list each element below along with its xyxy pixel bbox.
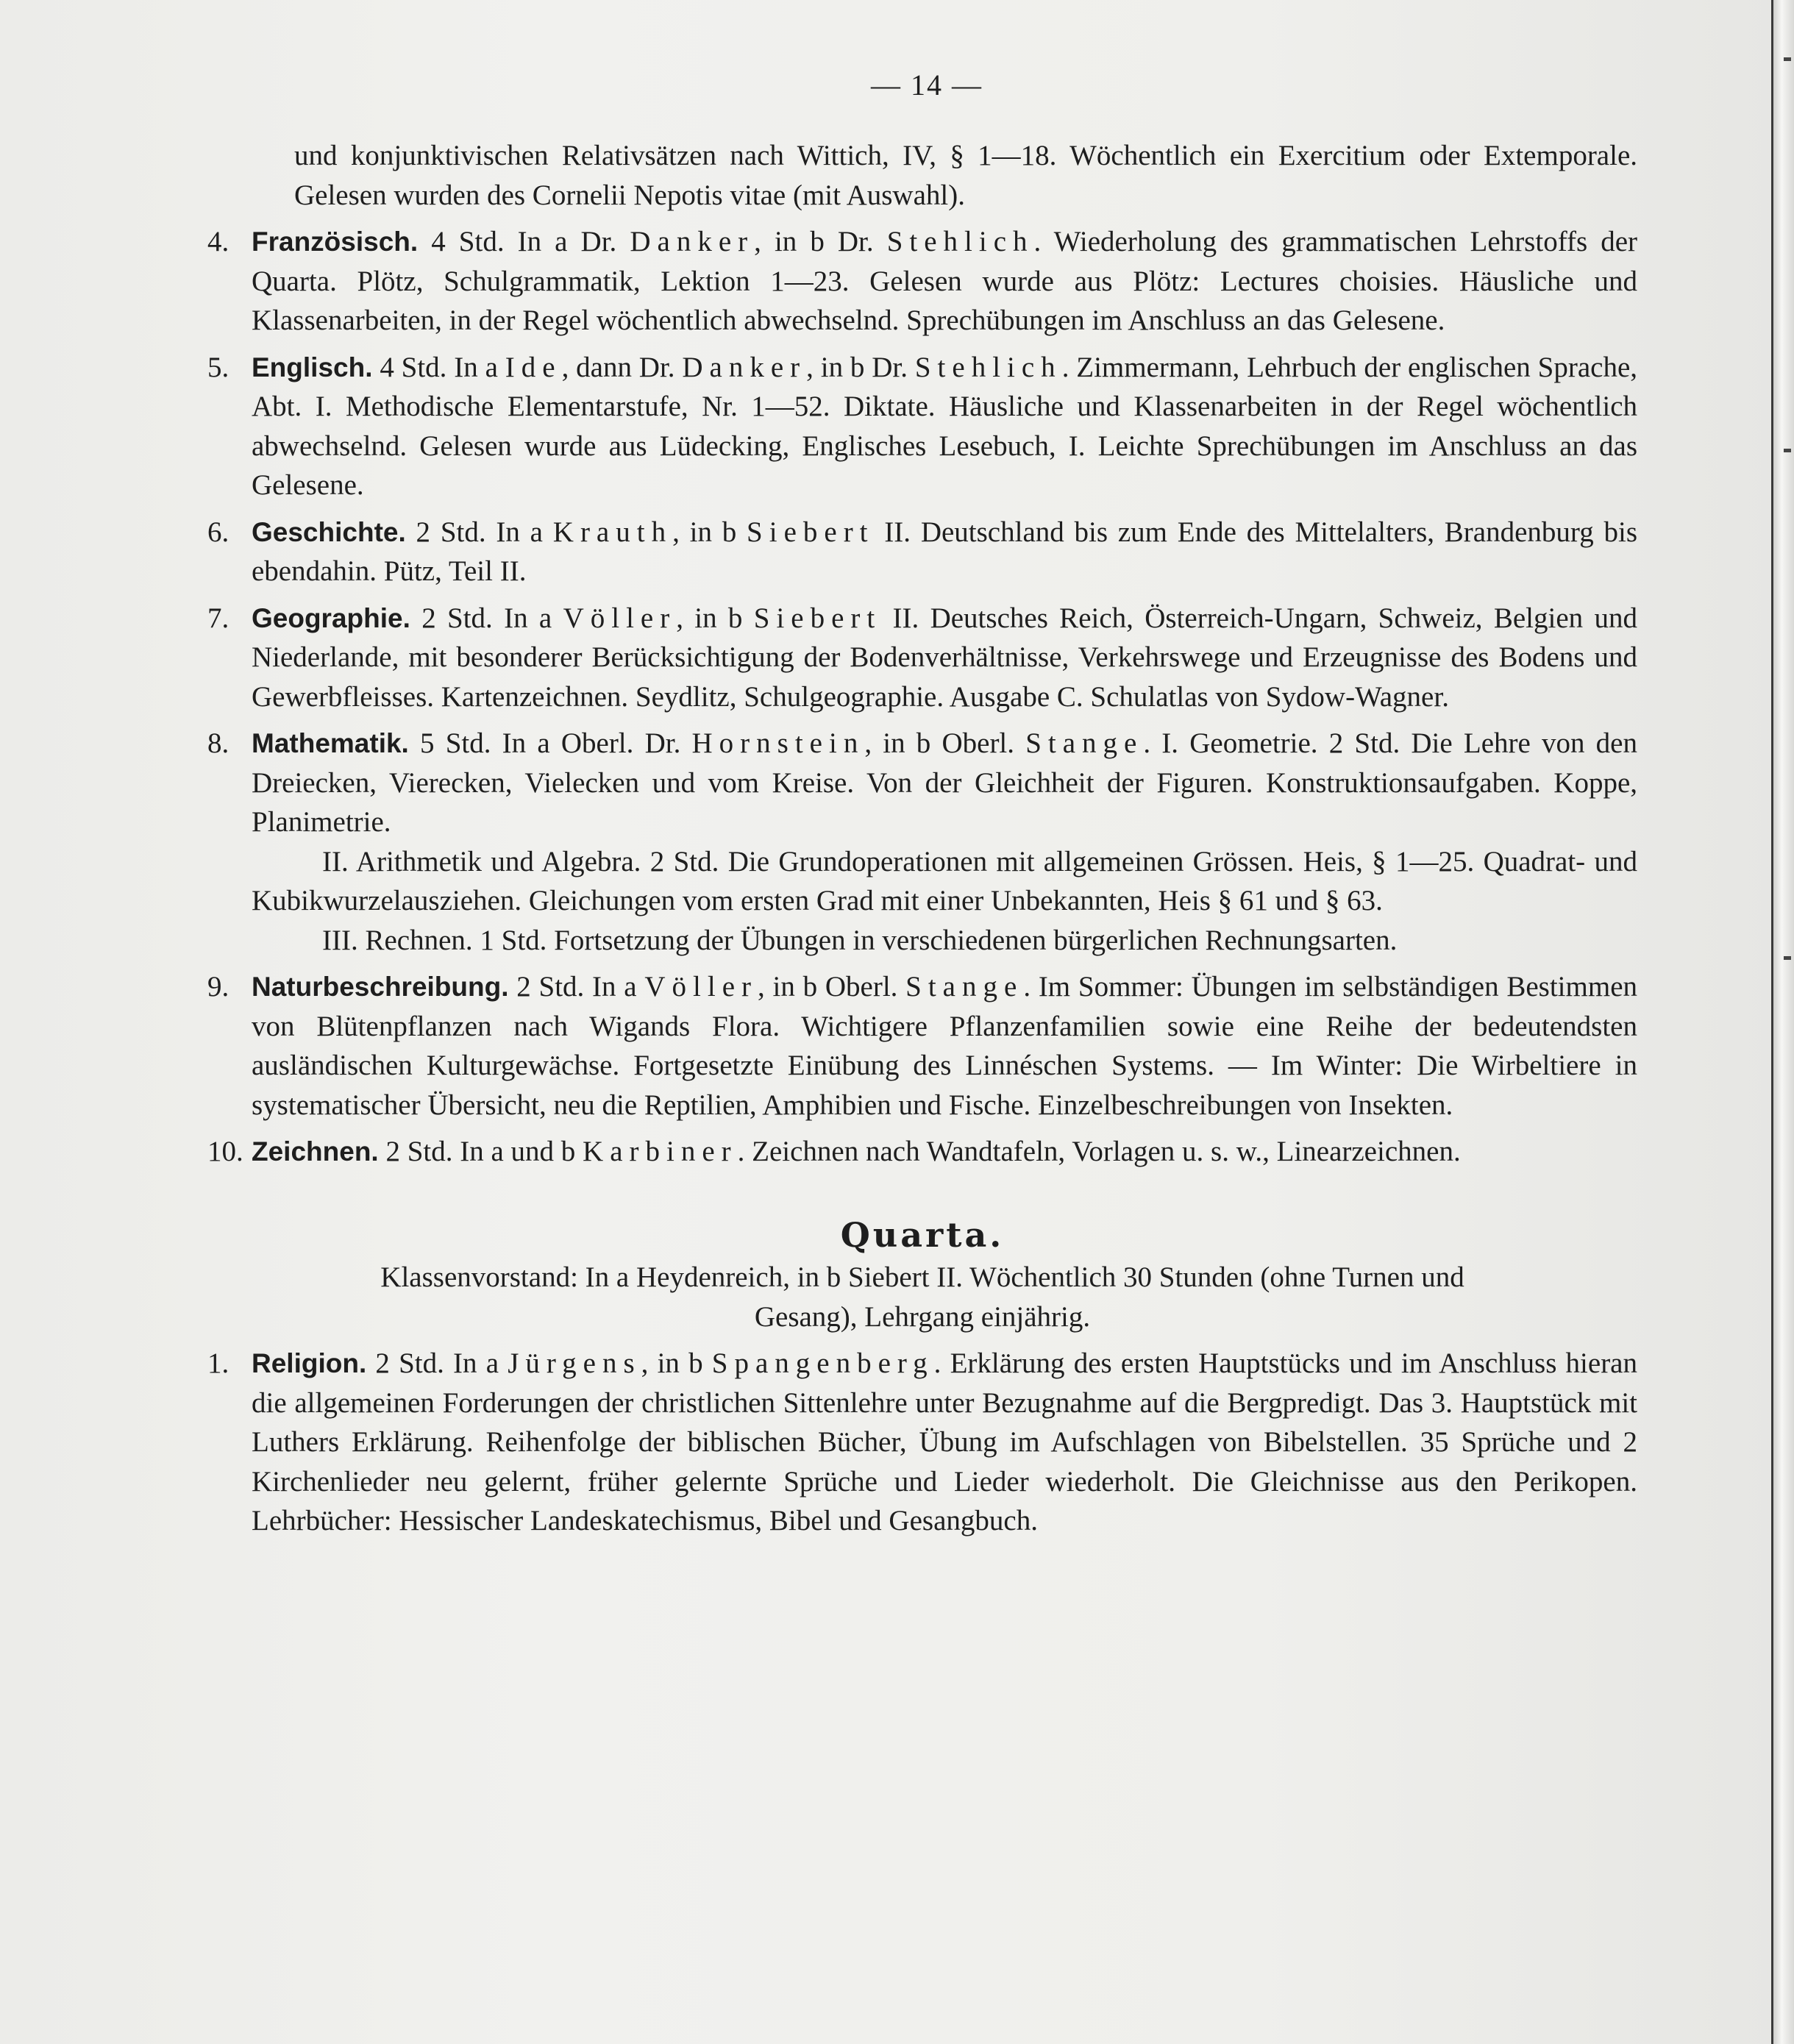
teacher-name: Danker	[682, 351, 807, 383]
entry-description: . Wiederholung des grammatischen Lehrstoffs der Quarta. Plötz, Schulgrammatik, Lektion 1—23. Gelesen wurde aus Plötz: Lectures choisies. Häusliche und Klassenarbeiten, in der Regel wöchentlich abwechselnd. Sprechübungen im Anschluss an das Gelesene.	[252, 226, 1637, 336]
entry-text-part: , dann Dr.	[561, 351, 683, 383]
teacher-name: Karbiner	[583, 1136, 738, 1167]
entry-text-part: 2 Std. In a	[410, 602, 563, 634]
subject-entry-religion	[207, 1344, 1637, 1541]
subject-entry-mathematik	[207, 724, 1637, 842]
subject-title: Naturbeschreibung.	[252, 972, 509, 1002]
entry-text	[252, 967, 1637, 1125]
subject-title: Englisch.	[252, 352, 373, 382]
teacher-name: Siebert	[747, 516, 875, 548]
document-body	[207, 136, 1637, 1541]
subject-title: Zeichnen.	[252, 1136, 379, 1167]
entry-text-part: 5 Std. In a Oberl. Dr.	[408, 727, 692, 759]
math-rechnen: III. Rechnen. 1 Std. Fortsetzung der Übungen in verschiedenen bürgerlichen Rechnungsarten.	[322, 924, 1398, 956]
entry-text	[252, 599, 1637, 717]
entry-text	[252, 348, 1637, 505]
intro-line-2: oder Extemporale. Gelesen wurden des Cornelii Nepotis vitae (mit Auswahl).	[294, 140, 1638, 211]
entry-text	[252, 724, 1637, 842]
klassenvorstand-line-2: Gesang), Lehrgang einjährig.	[754, 1300, 1091, 1333]
page-edge	[1771, 0, 1794, 2044]
page-number: — 14 —	[871, 68, 983, 102]
teacher-name: Spangenberg	[711, 1347, 934, 1379]
entry-text-part: 2 Std. In a und b	[378, 1136, 583, 1167]
entry-text-part: 2 Std. In a	[508, 971, 645, 1003]
entry-description: . Im Sommer: Übungen im selbständigen Bestimmen von Blütenpflanzen nach Wigands Flora. Wichtigere Pflanzenfamilien sowie eine Reihe der bedeutendsten ausländischen Kulturgewächse. Fortgesetzte Einübung des Linnéschen Systems. — Im Winter: Die Wirbeltiere in systematischer Übersicht, neu die Reptilien, Amphibien und Fische. Einzelbeschreibungen von Insekten.	[252, 971, 1637, 1121]
subject-entry-englisch	[207, 348, 1637, 505]
entry-description: . I. Geometrie. 2 Std. Die Lehre von den Dreiecken, Vierecken, Vielecken und vom Kreise. Von der Gleichheit der Figuren. Konstruktionsaufgaben. Koppe, Planimetrie.	[252, 727, 1637, 838]
subject-title: Geschichte.	[252, 516, 406, 547]
entry-text-part: , in b Dr.	[754, 226, 887, 257]
teacher-name: Ide	[505, 351, 562, 383]
teacher-name: Völler	[644, 971, 758, 1003]
entry-text-part: 2 Std. In a	[366, 1347, 508, 1379]
entry-number: 8.	[207, 727, 229, 759]
math-arithmetik: II. Arithmetik und Algebra. 2 Std. Die Grundoperationen mit allgemeinen Grössen. Heis, § 1—25. Quadrat- und Kubikwurzelausziehen. Gleichungen vom ersten Grad mit einer Unbekannten, Heis § 61 und § 63.	[252, 845, 1637, 916]
entry-number: 9.	[207, 971, 229, 1003]
entry-number: 7.	[207, 602, 229, 634]
edge-mark	[1784, 57, 1791, 61]
subject-title: Religion.	[252, 1348, 367, 1378]
teacher-name: Völler	[563, 602, 677, 634]
entry-number: 5.	[207, 351, 229, 383]
subject-entry-franzoesisch	[207, 222, 1637, 341]
teacher-name: Stehlich	[886, 226, 1034, 257]
entry-text-part: , in b Dr.	[806, 351, 915, 383]
teacher-name: Stehlich	[914, 351, 1062, 383]
entry-text	[252, 222, 1637, 341]
teacher-name: Danker	[630, 226, 755, 257]
entry-description: . Zeichnen nach Wandtafeln, Vorlagen u. s. w., Linearzeichnen.	[737, 1136, 1461, 1167]
subject-title: Geographie.	[252, 602, 410, 633]
entry-text	[252, 1132, 1637, 1172]
entry-text-part: , in b Oberl.	[864, 727, 1026, 759]
teacher-name: Siebert	[753, 602, 882, 634]
edge-mark	[1784, 449, 1791, 452]
entry-text-part: 4 Std. In a Dr.	[418, 226, 630, 257]
teacher-name: Krauth	[552, 516, 673, 548]
entry-description: II. Deutschland bis zum Ende des Mittelalters, Brandenburg bis ebendahin. Pütz, Teil II.	[252, 516, 1637, 587]
entry-number: 1.	[207, 1347, 229, 1379]
entry-text-part: , in b	[676, 602, 754, 634]
subject-entry-geographie	[207, 599, 1637, 717]
entry-text-part: , in b Oberl.	[758, 971, 906, 1003]
subject-entry-geschichte	[207, 513, 1637, 591]
entry-number: 10.	[207, 1136, 243, 1167]
entry-text	[252, 1344, 1637, 1541]
teacher-name: Stange	[905, 971, 1024, 1003]
klassenvorstand-line-1: Klassenvorstand: In a Heydenreich, in b Siebert II. Wöchentlich 30 Stunden (ohne Turnen und	[380, 1261, 1464, 1293]
teacher-name: Hornstein	[691, 727, 865, 759]
entry-text	[252, 513, 1637, 591]
entry-description: . Zimmermann, Lehrbuch der englischen Sprache, Abt. I. Methodische Elementarstufe, Nr. 1—52. Diktate. Häusliche und Klassenarbeiten in der Regel wöchentlich abwechselnd. Gelesen wurde aus Lüdecking, Englisches Lesebuch, I. Leichte Sprechübungen im Anschluss an das Gelesene.	[252, 351, 1638, 501]
subject-entry-zeichnen	[207, 1132, 1637, 1172]
intro-paragraph	[207, 136, 1637, 215]
edge-mark	[1784, 956, 1791, 960]
entry-number: 4.	[207, 226, 229, 257]
subject-entry-naturbeschreibung	[207, 967, 1637, 1125]
entry-description: . Erklärung des ersten Hauptstücks und im Anschluss hieran die allgemeinen Forderungen der christlichen Sittenlehre unter Bezugnahme auf die Bergpredigt. Das 3. Hauptstück mit Luthers Erklärung. Reihenfolge der biblischen Bücher, Übung im Aufschlagen von Bibelstellen. 35 Sprüche und 2 Kirchenlieder neu gelernt, früher gelernte Sprüche und Lieder wiederholt. Die Gleichnisse aus den Perikopen. Lehrbücher: Hessischer Landeskatechismus, Bibel und Gesangbuch.	[252, 1347, 1637, 1536]
subject-title: Französisch.	[252, 227, 419, 257]
section-title-quarta: Quarta.	[840, 1214, 1005, 1255]
entry-text-part: 4 Std. In a	[372, 351, 505, 383]
teacher-name: Stange	[1025, 727, 1144, 759]
entry-description: II. Deutsches Reich, Österreich-Ungarn, Schweiz, Belgien und Niederlande, mit besonderer Berücksichtigung der Bodenverhältnisse, Verkehrswege und Erzeugnisse des Bodens und Gewerbfleisses. Kartenzeichnen. Seydlitz, Schulgeographie. Ausgabe C. Schulatlas von Sydow-Wagner.	[252, 602, 1637, 713]
teacher-name: Jürgens	[508, 1347, 641, 1379]
entry-number: 6.	[207, 516, 229, 548]
entry-text-part: , in b	[672, 516, 747, 548]
subject-title: Mathematik.	[252, 728, 409, 758]
entry-text-part: , in b	[641, 1347, 712, 1379]
intro-line-1: und konjunktivischen Relativsätzen nach Wittich, IV, § 1—18. Wöchentlich ein Exercitium	[294, 140, 1406, 171]
entry-text-part: 2 Std. In a	[405, 516, 553, 548]
